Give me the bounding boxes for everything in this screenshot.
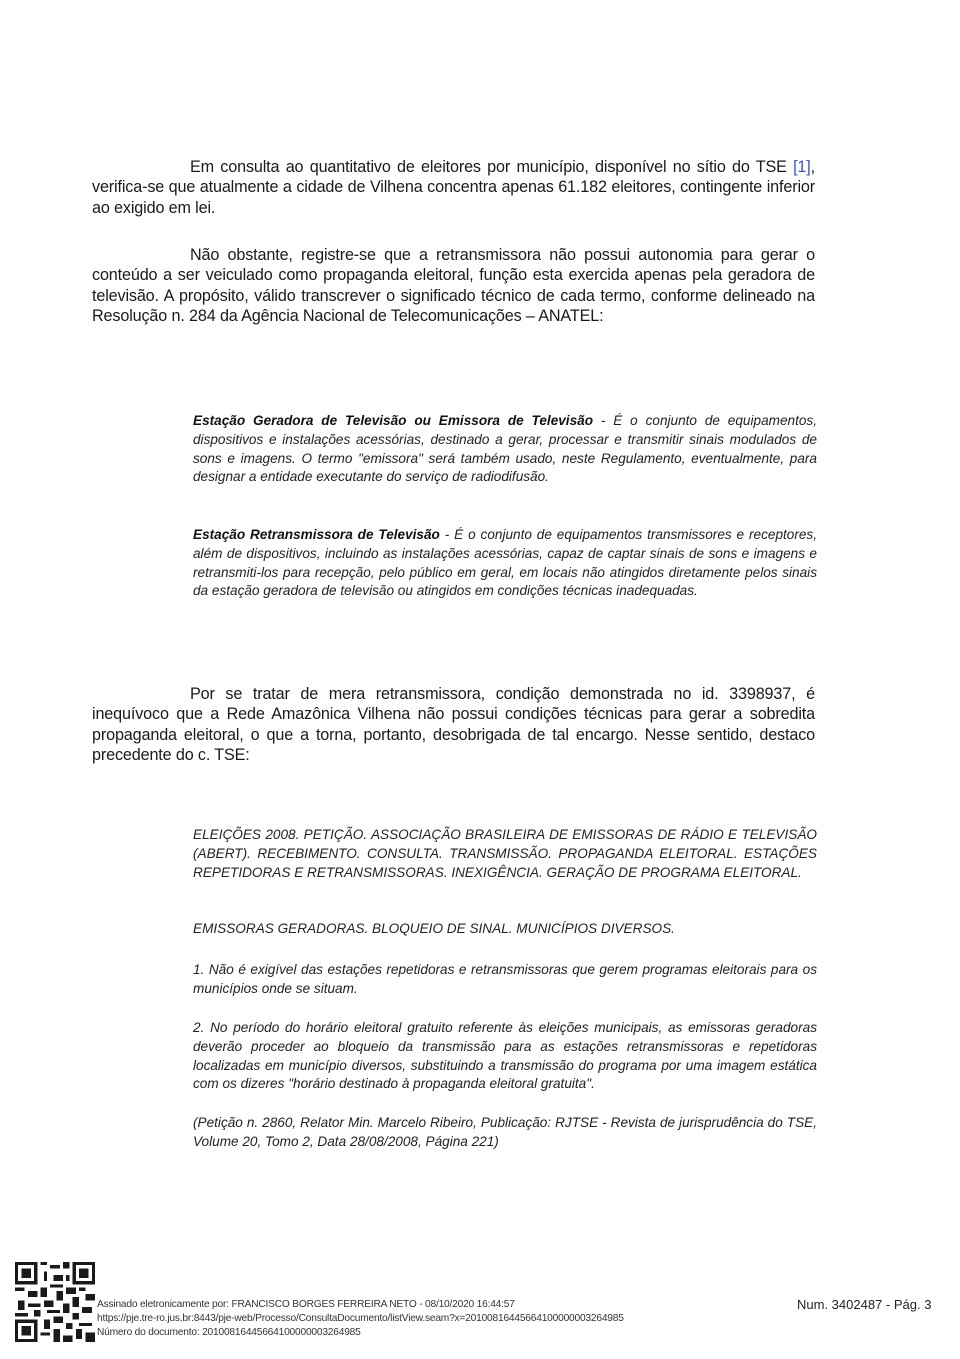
citation-text: (Petição n. 2860, Relator Min. Marcelo Ribeiro, Publicação: RJTSE - Revista de jurisprudência do TSE, Volume 20, Tomo 2, Data 28/08/2008, Página 221) [193,1115,817,1149]
paragraph-voter-count [92,157,815,218]
paragraph-retransmitter-autonomy [92,245,815,326]
definition-term: Estação Retransmissora de Televisão [193,527,440,542]
paragraph-text: Por se tratar de mera retransmissora, condição demonstrada no id. 3398937, é inequívoco que a Rede Amazônica Vilhena não possui condições técnicas para gerar a sobredita propaganda eleitoral, o que a torna, portanto, desobrigada de tal encargo. Nesse sentido, destaco precedente do c. TSE: [92,685,815,764]
definition-term: Estação Geradora de Televisão ou Emissora de Televisão [193,413,594,428]
definition-text: - É o conjunto de equipamentos, dispositivos e instalações acessórias, destinado a gerar, processar e transmitir sinais modulados de sons e imagens. O termo "emissora" será também usado, neste Regulamento, eventualmente, para designar a entidade executante do serviço de radiodifusão. [193,413,817,485]
item-text: 2. No período do horário eleitoral gratuito referente às eleições municipais, as emissoras geradoras deverão proceder ao bloqueio da transmissão para as estações retransmissoras e repetidoras localizadas em município diversos, substituindo a transmissão do programa por uma imagem estática com os dizeres "horário destinado à propaganda eleitoral gratuita". [193,1020,817,1092]
precedent-item-2 [193,1019,817,1094]
paragraph-text: Em consulta ao quantitativo de eleitores por município, disponível no sítio do TSE [190,158,787,176]
paragraph-conclusion [92,684,815,765]
definition-text: - É o conjunto de equipamentos transmissores e receptores, além de dispositivos, incluindo as instalações acessórias, capaz de captar sinais de sons e imagens e retransmiti-los para recepção, pelo público em geral, em locais não atingidos diretamente pelos sinais da estação geradora de televisão ou atingidos em condições técnicas inadequadas. [193,527,817,599]
document-number: Número do documento: 20100816445664100000003264985 [97,1327,361,1338]
precedent-ementa [193,826,817,882]
ementa-text: ELEIÇÕES 2008. PETIÇÃO. ASSOCIAÇÃO BRASILEIRA DE EMISSORAS DE RÁDIO E TELEVISÃO (ABERT). RECEBIMENTO. CONSULTA. TRANSMISSÃO. PROPAGANDA ELEITORAL. ESTAÇÕES REPETIDORAS E RETRANSMISSORAS. INEXIGÊNCIA. GERAÇÃO DE PROGRAMA ELEITORAL. [193,827,817,880]
definition-quote-geradora [193,412,817,487]
page-number: Num. 3402487 - Pág. 3 [797,1297,932,1312]
precedent-subtitle [193,920,817,939]
footnote-link[interactable]: [1] [793,158,811,176]
item-text: 1. Não é exigível das estações repetidoras e retransmissoras que gerem programas eleitorais para os municípios onde se situam. [193,962,817,996]
precedent-item-1 [193,961,817,999]
precedent-citation [193,1114,817,1152]
definition-quote-retransmissora [193,526,817,601]
subtitle-text: EMISSORAS GERADORAS. BLOQUEIO DE SINAL. MUNICÍPIOS DIVERSOS. [193,921,675,936]
document-url[interactable]: https://pje.tre-ro.jus.br:8443/pje-web/Processo/ConsultaDocumento/listView.seam?x=20100816445664100000003264985 [97,1313,624,1324]
paragraph-text: , verifica-se que atualmente a cidade de Vilhena concentra apenas 61.182 eleitores, contingente inferior ao exigido em lei. [92,158,815,217]
paragraph-text: Não obstante, registre-se que a retransmissora não possui autonomia para gerar o conteúdo a ser veiculado como propaganda eleitoral, função esta exercida apenas pela geradora de televisão. A propósito, válido transcrever o significado técnico de cada termo, conforme delineado na Resolução n. 284 da Agência Nacional de Telecomunicações – ANATEL: [92,246,815,325]
qr-code-icon [14,1262,96,1342]
signature-line: Assinado eletronicamente por: FRANCISCO BORGES FERREIRA NETO - 08/10/2020 16:44:57 [97,1299,515,1310]
